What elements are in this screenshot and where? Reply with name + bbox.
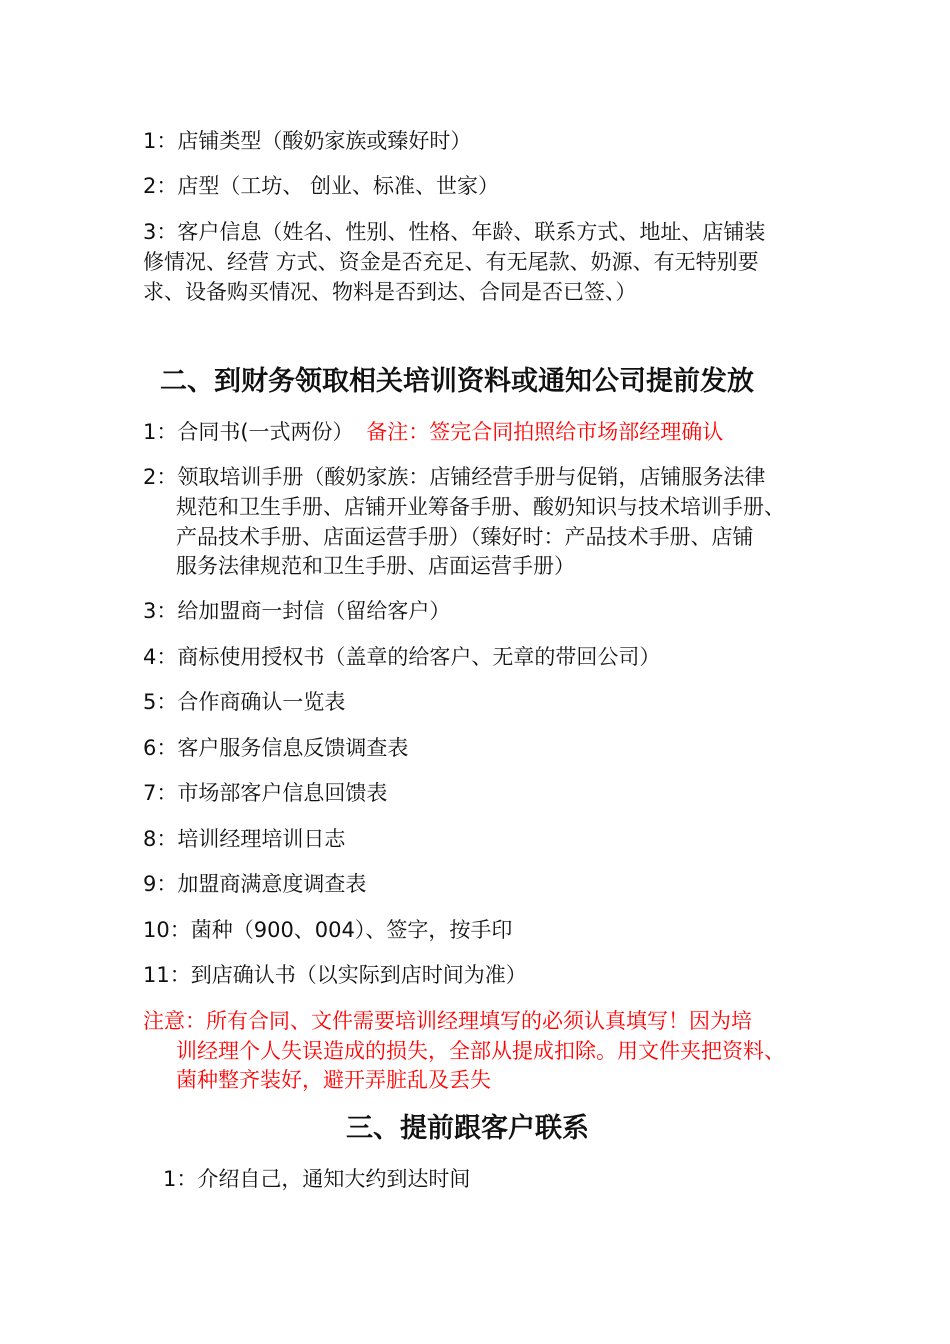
satisfaction-survey-item: 9：加盟商满意度调查表 <box>143 872 367 896</box>
contract-item-text: 1：合同书(一式两份） <box>143 420 354 444</box>
contract-item-note: 备注：签完合同拍照给市场部经理确认 <box>366 420 724 444</box>
training-manual-line-4: 服务法律规范和卫生手册、店面运营手册） <box>176 554 575 578</box>
contract-item <box>143 417 723 447</box>
customer-info-line-2: 修情况、经营 方式、资金是否充足、有无尾款、奶源、有无特别要 <box>143 250 759 274</box>
training-log-item: 8：培训经理培训日志 <box>143 827 346 851</box>
market-feedback-item: 7：市场部客户信息回馈表 <box>143 781 388 805</box>
section-2-heading: 二、到财务领取相关培训资料或通知公司提前发放 <box>160 366 754 397</box>
partner-list-item: 5：合作商确认一览表 <box>143 690 346 714</box>
introduce-self-item: 1：介绍自己，通知大约到达时间 <box>163 1167 471 1191</box>
culture-item: 10：菌种（900、004）、签字，按手印 <box>143 918 513 942</box>
section-3-heading: 三、提前跟客户联系 <box>346 1113 589 1144</box>
training-manual-line-2: 规范和卫生手册、店铺开业筹备手册、酸奶知识与技术培训手册、 <box>176 495 785 519</box>
notice-line-3: 菌种整齐装好，避开弄脏乱及丢失 <box>176 1068 491 1092</box>
feedback-survey-item: 6：客户服务信息反馈调查表 <box>143 736 409 760</box>
training-manual-line-3: 产品技术手册、店面运营手册）（臻好时：产品技术手册、店铺 <box>176 525 754 549</box>
notice-line-2: 训经理个人失误造成的损失，全部从提成扣除。用文件夹把资料、 <box>176 1039 785 1063</box>
notice-line-1: 注意：所有合同、文件需要培训经理填写的必须认真填写！因为培 <box>143 1009 752 1033</box>
trademark-item: 4：商标使用授权书（盖章的给客户、无章的带回公司） <box>143 645 661 669</box>
arrival-confirmation-item: 11：到店确认书（以实际到店时间为准） <box>143 963 527 987</box>
store-format-item: 2：店型（工坊、 创业、标准、世家） <box>143 174 500 198</box>
store-type-item: 1：店铺类型（酸奶家族或臻好时） <box>143 129 472 153</box>
training-manual-line-1: 2：领取培训手册（酸奶家族：店铺经营手册与促销，店铺服务法律 <box>143 465 766 489</box>
customer-info-line-1: 3：客户信息（姓名、性别、性格、年龄、联系方式、地址、店铺装 <box>143 220 766 244</box>
letter-item: 3：给加盟商一封信（留给客户） <box>143 599 451 623</box>
customer-info-line-3: 求、设备购买情况、物料是否到达、合同是否已签、） <box>143 280 637 304</box>
